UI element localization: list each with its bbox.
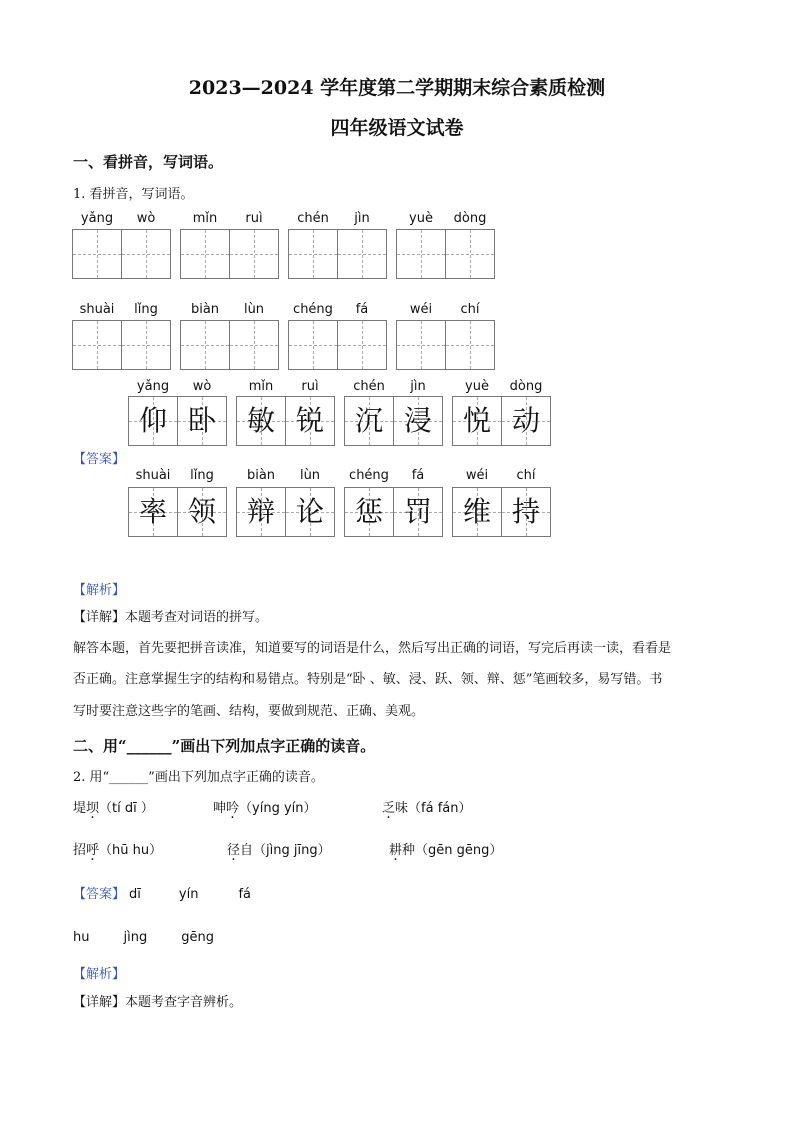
pinyin: dòng [453, 211, 487, 226]
answer-value: jìng [123, 930, 148, 945]
answer-value: yín [178, 887, 199, 902]
reading-item [227, 841, 331, 861]
options[interactable]: （fá fán） [408, 801, 472, 816]
answer-grid [236, 396, 335, 446]
answer-char: 沉 [354, 404, 383, 437]
writing-grid[interactable] [180, 229, 279, 279]
answer-char: 持 [511, 495, 540, 528]
question-2: 2. 用“______”画出下列加点字正确的读音。 [73, 770, 324, 785]
pinyin: biàn [246, 468, 276, 483]
char: 自 [240, 843, 254, 858]
answer-char: 论 [295, 495, 324, 528]
section-2-heading: 二、用“______”画出下列加点字正确的读音。 [73, 737, 376, 755]
reading-item [389, 841, 502, 861]
answer-char: 动 [511, 404, 540, 437]
answer-value: gēng [181, 930, 214, 945]
dotted-char: 坝 [86, 801, 100, 816]
writing-grid[interactable] [288, 320, 387, 370]
answer-char: 率 [138, 495, 167, 528]
pinyin: yǎng [136, 379, 170, 394]
answer-char: 维 [462, 495, 491, 528]
detail-text: 【详解】本题考查字音辨析。 [73, 995, 243, 1010]
dotted-char: 吟 [226, 801, 240, 816]
answer-value: dī [129, 887, 141, 902]
pinyin: wéi [409, 302, 433, 317]
dotted-char: 呼 [86, 843, 100, 858]
char: 呻 [213, 801, 227, 816]
answer-char: 领 [187, 495, 216, 528]
answer-grid [344, 396, 443, 446]
answer-char: 卧 [187, 404, 216, 437]
answer-line [73, 928, 214, 948]
pinyin: jìn [410, 379, 426, 394]
writing-grid[interactable] [72, 320, 171, 370]
char: 种 [402, 843, 416, 858]
dotted-char: 乏 [382, 801, 396, 816]
options[interactable]: （yíng yín） [239, 801, 317, 816]
pinyin: yuè [409, 211, 433, 226]
answer-char: 锐 [295, 404, 324, 437]
answer-char: 仰 [138, 404, 167, 437]
answer-value: fá [238, 887, 251, 902]
pinyin: lǐng [190, 468, 214, 483]
pinyin: dòng [509, 379, 543, 394]
dotted-char: 径 [227, 843, 241, 858]
pinyin: yuè [465, 379, 489, 394]
pinyin: biàn [190, 302, 220, 317]
pinyin: lùn [299, 468, 321, 483]
options[interactable]: （gēn gēng） [415, 843, 503, 858]
pinyin: wò [192, 379, 212, 394]
options[interactable]: （hū hu） [99, 843, 163, 858]
paragraph-line: 否正确。注意掌握生字的结构和易错点。特别是“卧 、敏、浸、跃、领、辩、惩”笔画较多，易写错。书 [73, 672, 663, 687]
pinyin: mǐn [248, 379, 274, 394]
pinyin: lùn [243, 302, 265, 317]
pinyin: ruì [301, 379, 319, 394]
reading-item [73, 841, 162, 861]
answer-char: 辩 [246, 495, 275, 528]
answer-label: 【答案】 [73, 887, 126, 902]
writing-grid[interactable] [396, 229, 495, 279]
pinyin: yǎng [80, 211, 114, 226]
pinyin: chí [516, 468, 536, 483]
options[interactable]: （jìng jīng） [253, 843, 331, 858]
answer-grid [452, 487, 551, 537]
pinyin: chén [353, 379, 385, 394]
analysis-label: 【解析】 [73, 583, 126, 598]
pinyin: shuài [79, 302, 115, 317]
detail-text: 【详解】本题考查对词语的拼写。 [73, 610, 269, 625]
answer-value: hu [73, 930, 90, 945]
analysis-label: 【解析】 [73, 967, 126, 982]
answer-label: 【答案】 [73, 452, 126, 467]
pinyin: fá [411, 468, 425, 483]
char: 堤 [73, 801, 87, 816]
char: 味 [395, 801, 409, 816]
writing-grid[interactable] [396, 320, 495, 370]
pinyin: chén [297, 211, 329, 226]
char: 招 [73, 843, 87, 858]
writing-grid[interactable] [72, 229, 171, 279]
section-1-heading: 一、看拼音，写词语。 [73, 153, 224, 171]
writing-grid[interactable] [288, 229, 387, 279]
answer-grid [452, 396, 551, 446]
pinyin: jìn [354, 211, 370, 226]
page-title: 2023—2024 学年度第二学期期末综合素质检测 [188, 77, 606, 99]
reading-item [382, 799, 472, 819]
reading-item [213, 799, 317, 819]
answer-line [73, 885, 251, 905]
pinyin: mǐn [192, 211, 218, 226]
reading-item [73, 799, 154, 819]
pinyin: chéng [293, 302, 333, 317]
answer-grid [344, 487, 443, 537]
answer-grid [128, 487, 227, 537]
options[interactable]: （tí dī ） [99, 801, 154, 816]
pinyin: chéng [349, 468, 389, 483]
pinyin: chí [460, 302, 480, 317]
pinyin: shuài [135, 468, 171, 483]
pinyin: wò [136, 211, 156, 226]
pinyin: ruì [245, 211, 263, 226]
answer-grid [128, 396, 227, 446]
dotted-char: 耕 [389, 843, 403, 858]
pinyin: fá [355, 302, 369, 317]
paragraph-line: 解答本题，首先要把拼音读准，知道要写的词语是什么，然后写出正确的词语，写完后再读一读，看看是 [73, 641, 672, 656]
answer-grid [236, 487, 335, 537]
paragraph-line: 写时要注意这些字的笔画、结构，要做到规范、正确、美观。 [73, 704, 425, 719]
answer-char: 惩 [354, 495, 383, 528]
answer-char: 罚 [403, 495, 432, 528]
question-1: 1. 看拼音，写词语。 [73, 187, 194, 202]
page-subtitle: 四年级语文试卷 [330, 117, 464, 139]
answer-char: 敏 [246, 404, 275, 437]
pinyin: lǐng [134, 302, 158, 317]
answer-char: 浸 [403, 404, 432, 437]
pinyin: wéi [465, 468, 489, 483]
answer-char: 悦 [462, 404, 491, 437]
writing-grid[interactable] [180, 320, 279, 370]
